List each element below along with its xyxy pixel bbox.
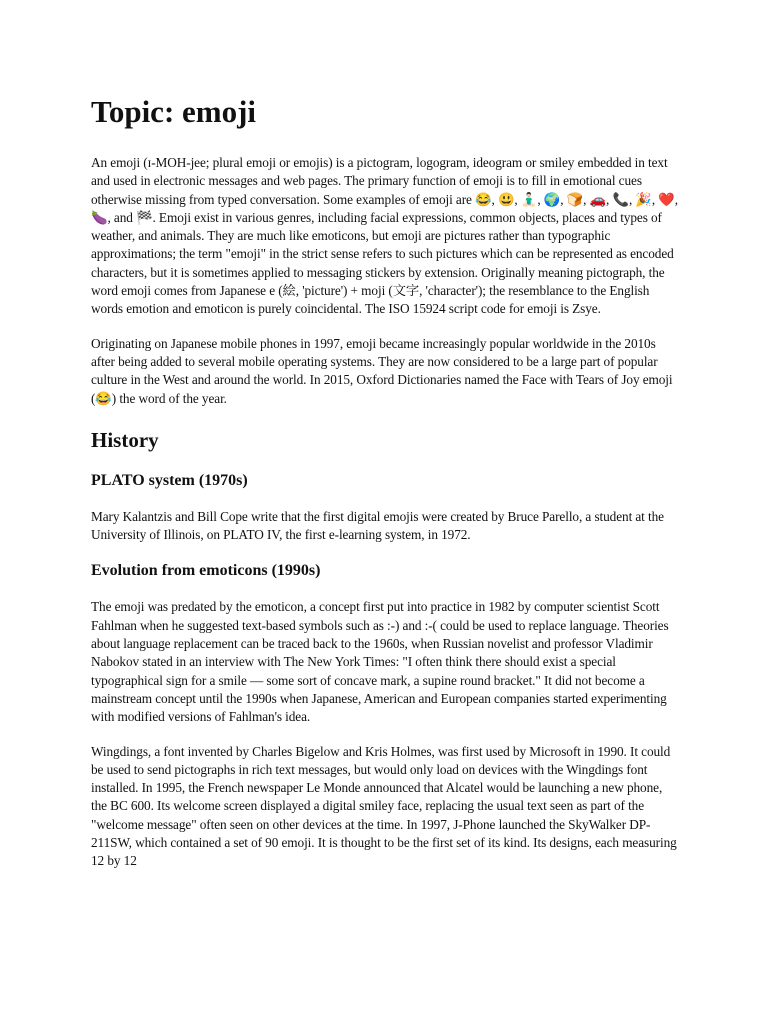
plato-paragraph: Mary Kalantzis and Bill Cope write that the first digital emojis were created by Bruce Parello, a student at the University of Illinois, on PLATO IV, the first e-learning system, in 1972. (91, 508, 664, 543)
evolution-paragraph-1: The emoji was predated by the emoticon, a concept first put into practice in 1982 by computer scientist Scott Fahlman when he suggested text-based symbols such as :-) and :-( could be used to replace language. Theories about language replacement can be traced back to the 1960s, when Russian novelist and professor Vladimir Nabokov stated in an interview with The New York Times: "I often think there should exist a special typographical sign for a smile — some sort of concave mark, a supine round bracket." It did not become a mainstream concept until the 1990s when Japanese, American and European companies started experimenting with modified versions of Fahlman's idea. (91, 599, 669, 725)
page-title: Topic: emoji (91, 94, 257, 129)
evolution-heading: Evolution from emoticons (1990s) (91, 562, 321, 580)
intro-paragraph-2: Originating on Japanese mobile phones in 1997, emoji became increasingly popular worldwide in the 2010s after being added to several mobile operating systems. They are now considered to be a large part of popular culture in the West and around the world. In 2015, Oxford Dictionaries named the Face with Tears of Joy emoji (😂) the word of the year. (91, 335, 673, 406)
evolution-paragraph-2: Wingdings, a font invented by Charles Bigelow and Kris Holmes, was first used by Microsoft in 1990. It could be used to send pictographs in rich text messages, but would only load on devices with the Wingdings font installed. In 1995, the French newspaper Le Monde announced that Alcatel would be launching a new phone, the BC 600. Its welcome screen displayed a digital smiley face, replacing the usual text seen as part of the "welcome message" often seen on other devices at the time. In 1997, J-Phone launched the SkyWalker DP-211SW, which contained a set of 90 emoji. It is thought to be the first set of its kind. Its designs, each measuring 12 by 12 (91, 743, 677, 869)
history-heading: History (91, 427, 159, 452)
document-page (91, 92, 679, 887)
plato-heading: PLATO system (1970s) (91, 471, 248, 489)
intro-paragraph-1: An emoji (ɪ-MOH-jee; plural emoji or emojis) is a pictogram, logogram, ideogram or smiley embedded in text and used in electronic messages and web pages. The primary function of emoji is to fill in emotional cues otherwise missing from typed conversation. Some examples of emoji are 😂, 😃, 🧘🏻‍♂️, 🌍, 🍞, 🚗, 📞, 🎉, ❤️, 🍆, and 🏁. Emoji exist in various genres, including facial expressions, common objects, places and types of weather, and animals. They are much like emoticons, but emoji are pictures rather than typographic approximations; the term "emoji" in the strict sense refers to such pictures which can be represented as encoded characters, but it is sometimes applied to messaging stickers by extension. Originally meaning pictograph, the word emoji comes from Japanese e (絵, 'picture') + moji (文字, 'character'); the resemblance to the English words emotion and emoticon is purely coincidental. The ISO 15924 script code for emoji is Zsye. (91, 155, 678, 317)
